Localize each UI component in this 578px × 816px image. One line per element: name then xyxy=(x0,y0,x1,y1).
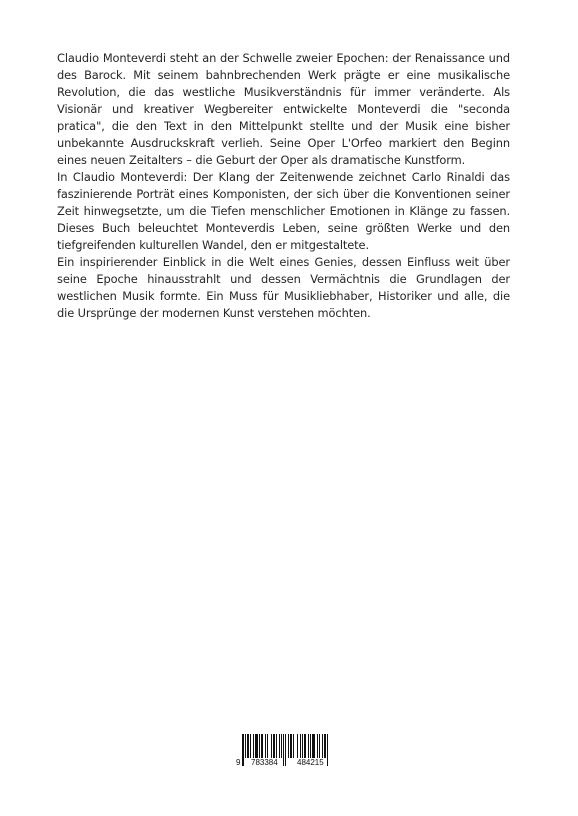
barcode-bar xyxy=(255,734,258,758)
barcode-bar xyxy=(324,734,326,758)
barcode-bar xyxy=(259,734,260,758)
barcode-digit-group-1: 783384 xyxy=(251,758,278,767)
barcode-lead-digit: 9 xyxy=(236,758,241,767)
barcode-bar xyxy=(247,734,249,758)
barcode-bar xyxy=(319,734,320,758)
barcode-bar xyxy=(242,734,244,766)
blurb-paragraph-1: Claudio Monteverdi steht an der Schwelle zweier Epochen: der Renaissance und des Barock. Mit seinem bahnbrechenden Werk prägte er eine musikalische Revolution, die das westliche Musikverständnis für immer veränderte. Als Visionär und kreativer Wegbereiter entwickelte Monteverdi die "seconda pratica", die den Text in den Mittelpunkt stellte und der Musik eine bisher unbekannte Ausdruckskraft verlieh. Seine Oper L'Orfeo markiert den Beginn eines neuen Zeitalters – die Geburt der Oper als dramatische Kunstform. xyxy=(57,51,510,167)
barcode-bar xyxy=(267,734,268,758)
barcode-bar xyxy=(317,734,318,758)
barcode-bar xyxy=(253,734,254,758)
barcode-bar xyxy=(283,734,284,766)
barcode-bar xyxy=(250,734,251,758)
barcode-bar xyxy=(297,734,298,758)
barcode-bar xyxy=(261,734,263,758)
barcode-bar xyxy=(302,734,303,758)
barcode-bar xyxy=(245,734,246,758)
barcode-bar xyxy=(273,734,275,758)
barcode-digit-group-2: 484215 xyxy=(297,758,324,767)
barcode-bar xyxy=(312,734,315,758)
blurb-paragraph-2: In Claudio Monteverdi: Der Klang der Zeitenwende zeichnet Carlo Rinaldi das faszinierende Porträt eines Komponisten, der sich über die Konventionen seiner Zeit hinwegsetzte, um die Tiefen menschlicher Emotionen in Klänge zu fassen. Dieses Buch beleuchtet Monteverdis Leben, seine größten Werke und den tiefgreifenden kulturellen Wandel, den er mitgestaltete. xyxy=(57,170,510,252)
barcode-bar xyxy=(276,734,277,758)
barcode-bar xyxy=(265,734,266,758)
back-cover-blurb xyxy=(57,50,510,322)
barcode-bar xyxy=(293,734,294,758)
barcode-bar xyxy=(300,734,301,758)
barcode-bar xyxy=(304,734,306,758)
barcode-bar xyxy=(327,734,328,766)
barcode-bar xyxy=(288,734,289,758)
barcode-bar xyxy=(322,734,323,758)
blurb-paragraph-3: Ein inspirierender Einblick in die Welt eines Genies, dessen Einfluss weit über seine Epoche hinausstrahlt und dessen Vermächtnis die Grundlagen der westlichen Musik formte. Ein Muss für Musikliebhaber, Historiker und alle, die die Ursprünge der modernen Kunst verstehen möchten. xyxy=(57,255,510,320)
barcode-bar xyxy=(310,734,311,758)
barcode-bar xyxy=(271,734,272,758)
barcode-bar xyxy=(281,734,282,758)
barcode-bar xyxy=(308,734,309,758)
barcode-bar xyxy=(279,734,280,758)
barcode-bar xyxy=(290,734,292,758)
barcode-bar xyxy=(285,734,286,766)
isbn-barcode xyxy=(236,734,342,768)
